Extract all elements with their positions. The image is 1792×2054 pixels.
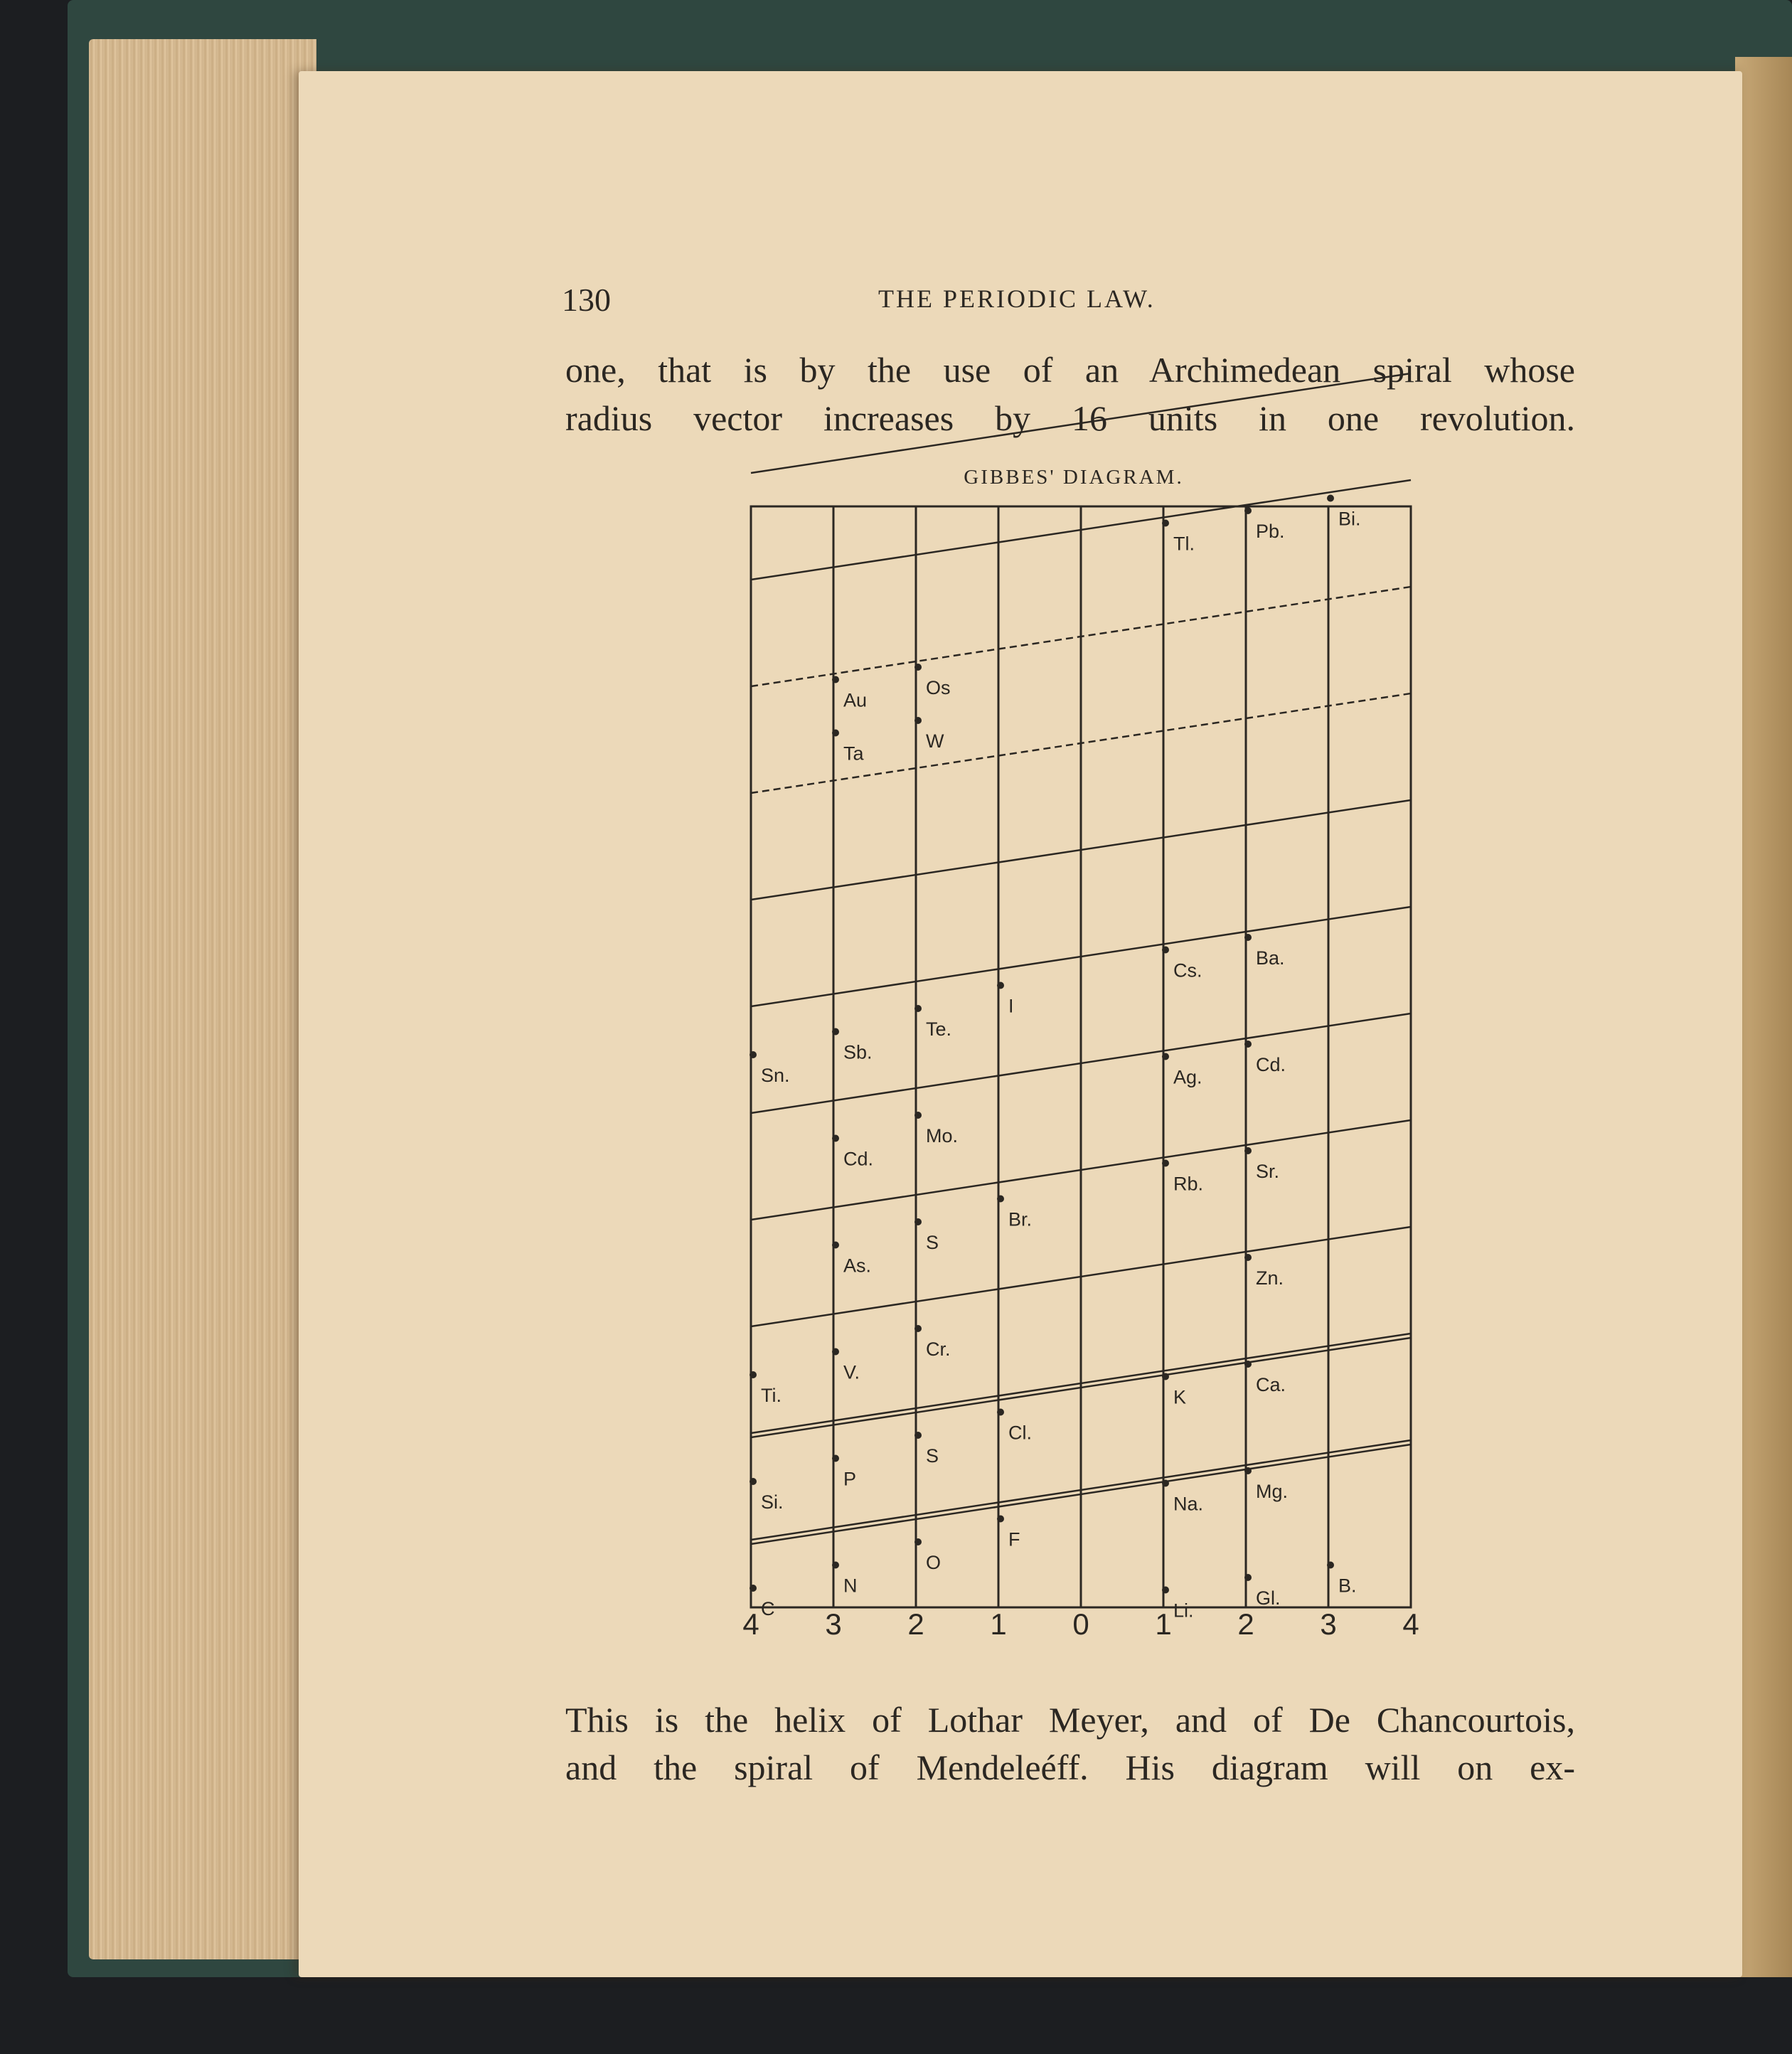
element-label: Cr. xyxy=(926,1339,951,1360)
element-label: Ti. xyxy=(761,1385,782,1406)
element-dot xyxy=(914,664,922,671)
element-dot xyxy=(832,730,839,737)
element-dot xyxy=(914,1538,922,1545)
element-label: Li. xyxy=(1173,1600,1194,1622)
axis-tick: 2 xyxy=(1237,1607,1254,1641)
axis-tick: 2 xyxy=(907,1607,924,1641)
element-label: Ta xyxy=(843,743,864,765)
element-dot xyxy=(750,1051,757,1058)
element-label: W xyxy=(926,730,944,752)
element-label: K xyxy=(1173,1386,1187,1408)
element-labels xyxy=(750,495,1361,1622)
axis-tick: 0 xyxy=(1072,1607,1089,1641)
element-dot xyxy=(832,1348,839,1356)
element-dot xyxy=(750,1585,757,1592)
element-dot xyxy=(997,1516,1004,1523)
element-label: B. xyxy=(1338,1575,1357,1597)
element-label: Si. xyxy=(761,1491,784,1513)
element-label: Mo. xyxy=(926,1125,959,1146)
element-label: Cl. xyxy=(1008,1422,1032,1444)
element-label: S xyxy=(926,1232,939,1253)
element-label: O xyxy=(926,1552,942,1573)
element-dot xyxy=(832,1135,839,1142)
text-line: This is the helix of Lothar Meyer, and of De Chancourtois, xyxy=(565,1700,1575,1740)
element-label: Cd. xyxy=(1256,1054,1286,1075)
element-label: Na. xyxy=(1173,1493,1204,1515)
element-label: As. xyxy=(843,1255,872,1277)
element-label: Os xyxy=(926,677,951,698)
element-dot xyxy=(1327,495,1334,502)
element-label: I xyxy=(1008,995,1014,1017)
element-dot xyxy=(1244,1467,1252,1474)
page-number: 130 xyxy=(562,282,611,318)
text-line: one, that is by the use of an Archimedean spiral whose xyxy=(565,350,1575,390)
element-dot xyxy=(997,1409,1004,1416)
element-dot xyxy=(1162,1587,1169,1594)
element-dot xyxy=(832,1028,839,1036)
element-dot xyxy=(832,1242,839,1249)
element-dot xyxy=(1162,947,1169,954)
element-dot xyxy=(1244,1147,1252,1154)
element-label: Bi. xyxy=(1338,508,1361,530)
figure-caption: GIBBES' DIAGRAM. xyxy=(964,466,1184,489)
element-dot xyxy=(1162,1053,1169,1060)
element-label: Sb. xyxy=(843,1041,873,1063)
element-label: Sr. xyxy=(1256,1161,1280,1182)
element-label: Ca. xyxy=(1256,1374,1286,1395)
element-label: Te. xyxy=(926,1018,952,1040)
page-header xyxy=(562,281,1579,324)
element-dot xyxy=(1244,934,1252,941)
element-dot xyxy=(1162,1480,1169,1487)
element-dot xyxy=(1244,1041,1252,1048)
axis-tick: 1 xyxy=(1155,1607,1172,1641)
element-label: Cd. xyxy=(843,1148,874,1170)
running-head: THE PERIODIC LAW. xyxy=(878,284,1156,313)
element-label: Ba. xyxy=(1256,947,1285,969)
text-line: and the spiral of Mendeleéff. His diagram will on ex- xyxy=(565,1747,1575,1787)
element-label: Ag. xyxy=(1173,1066,1202,1088)
element-dot xyxy=(750,1371,757,1378)
element-dot xyxy=(914,1112,922,1119)
axis-tick: 1 xyxy=(990,1607,1007,1641)
element-label: Cs. xyxy=(1173,959,1202,981)
element-dot xyxy=(914,717,922,724)
diagram-grid xyxy=(751,373,1411,1607)
element-dot xyxy=(1327,1562,1334,1569)
gibbes-diagram xyxy=(740,498,1419,1641)
element-label: Mg. xyxy=(1256,1481,1289,1502)
element-dot xyxy=(1244,1574,1252,1581)
element-label: V. xyxy=(843,1361,860,1383)
element-dot xyxy=(997,1196,1004,1203)
element-label: Au xyxy=(843,689,868,711)
element-dot xyxy=(914,1325,922,1332)
axis-tick: 4 xyxy=(1402,1607,1419,1641)
element-label: S xyxy=(926,1445,939,1467)
element-dot xyxy=(750,1478,757,1485)
element-label: Gl. xyxy=(1256,1587,1281,1609)
element-dot xyxy=(1162,1160,1169,1167)
axis-tick: 3 xyxy=(825,1607,842,1641)
element-label: Tl. xyxy=(1173,533,1195,555)
element-dot xyxy=(1244,1361,1252,1368)
element-dot xyxy=(914,1432,922,1439)
element-label: N xyxy=(843,1575,858,1597)
element-label: Br. xyxy=(1008,1208,1033,1230)
element-label: Pb. xyxy=(1256,521,1285,542)
element-dot xyxy=(832,1562,839,1569)
element-dot xyxy=(1162,1373,1169,1380)
page-edges xyxy=(89,39,316,1959)
axis-ticks xyxy=(742,1607,1419,1641)
element-label: Rb. xyxy=(1173,1173,1204,1195)
element-dot xyxy=(914,1005,922,1012)
book-gutter xyxy=(1735,57,1792,1977)
element-dot xyxy=(914,1218,922,1225)
element-dot xyxy=(997,982,1004,989)
axis-tick: 4 xyxy=(742,1607,759,1641)
element-label: C xyxy=(761,1598,775,1619)
element-label: F xyxy=(1008,1528,1020,1550)
element-label: P xyxy=(843,1468,857,1490)
element-dot xyxy=(832,676,839,683)
element-dot xyxy=(832,1455,839,1462)
element-label: Zn. xyxy=(1256,1267,1284,1289)
element-dot xyxy=(1162,520,1169,527)
axis-tick: 3 xyxy=(1320,1607,1337,1641)
element-dot xyxy=(1244,1254,1252,1261)
element-dot xyxy=(1244,507,1252,514)
element-label: Sn. xyxy=(761,1065,790,1086)
text-line: radius vector increases by 16 units in one revolution. xyxy=(565,398,1575,438)
